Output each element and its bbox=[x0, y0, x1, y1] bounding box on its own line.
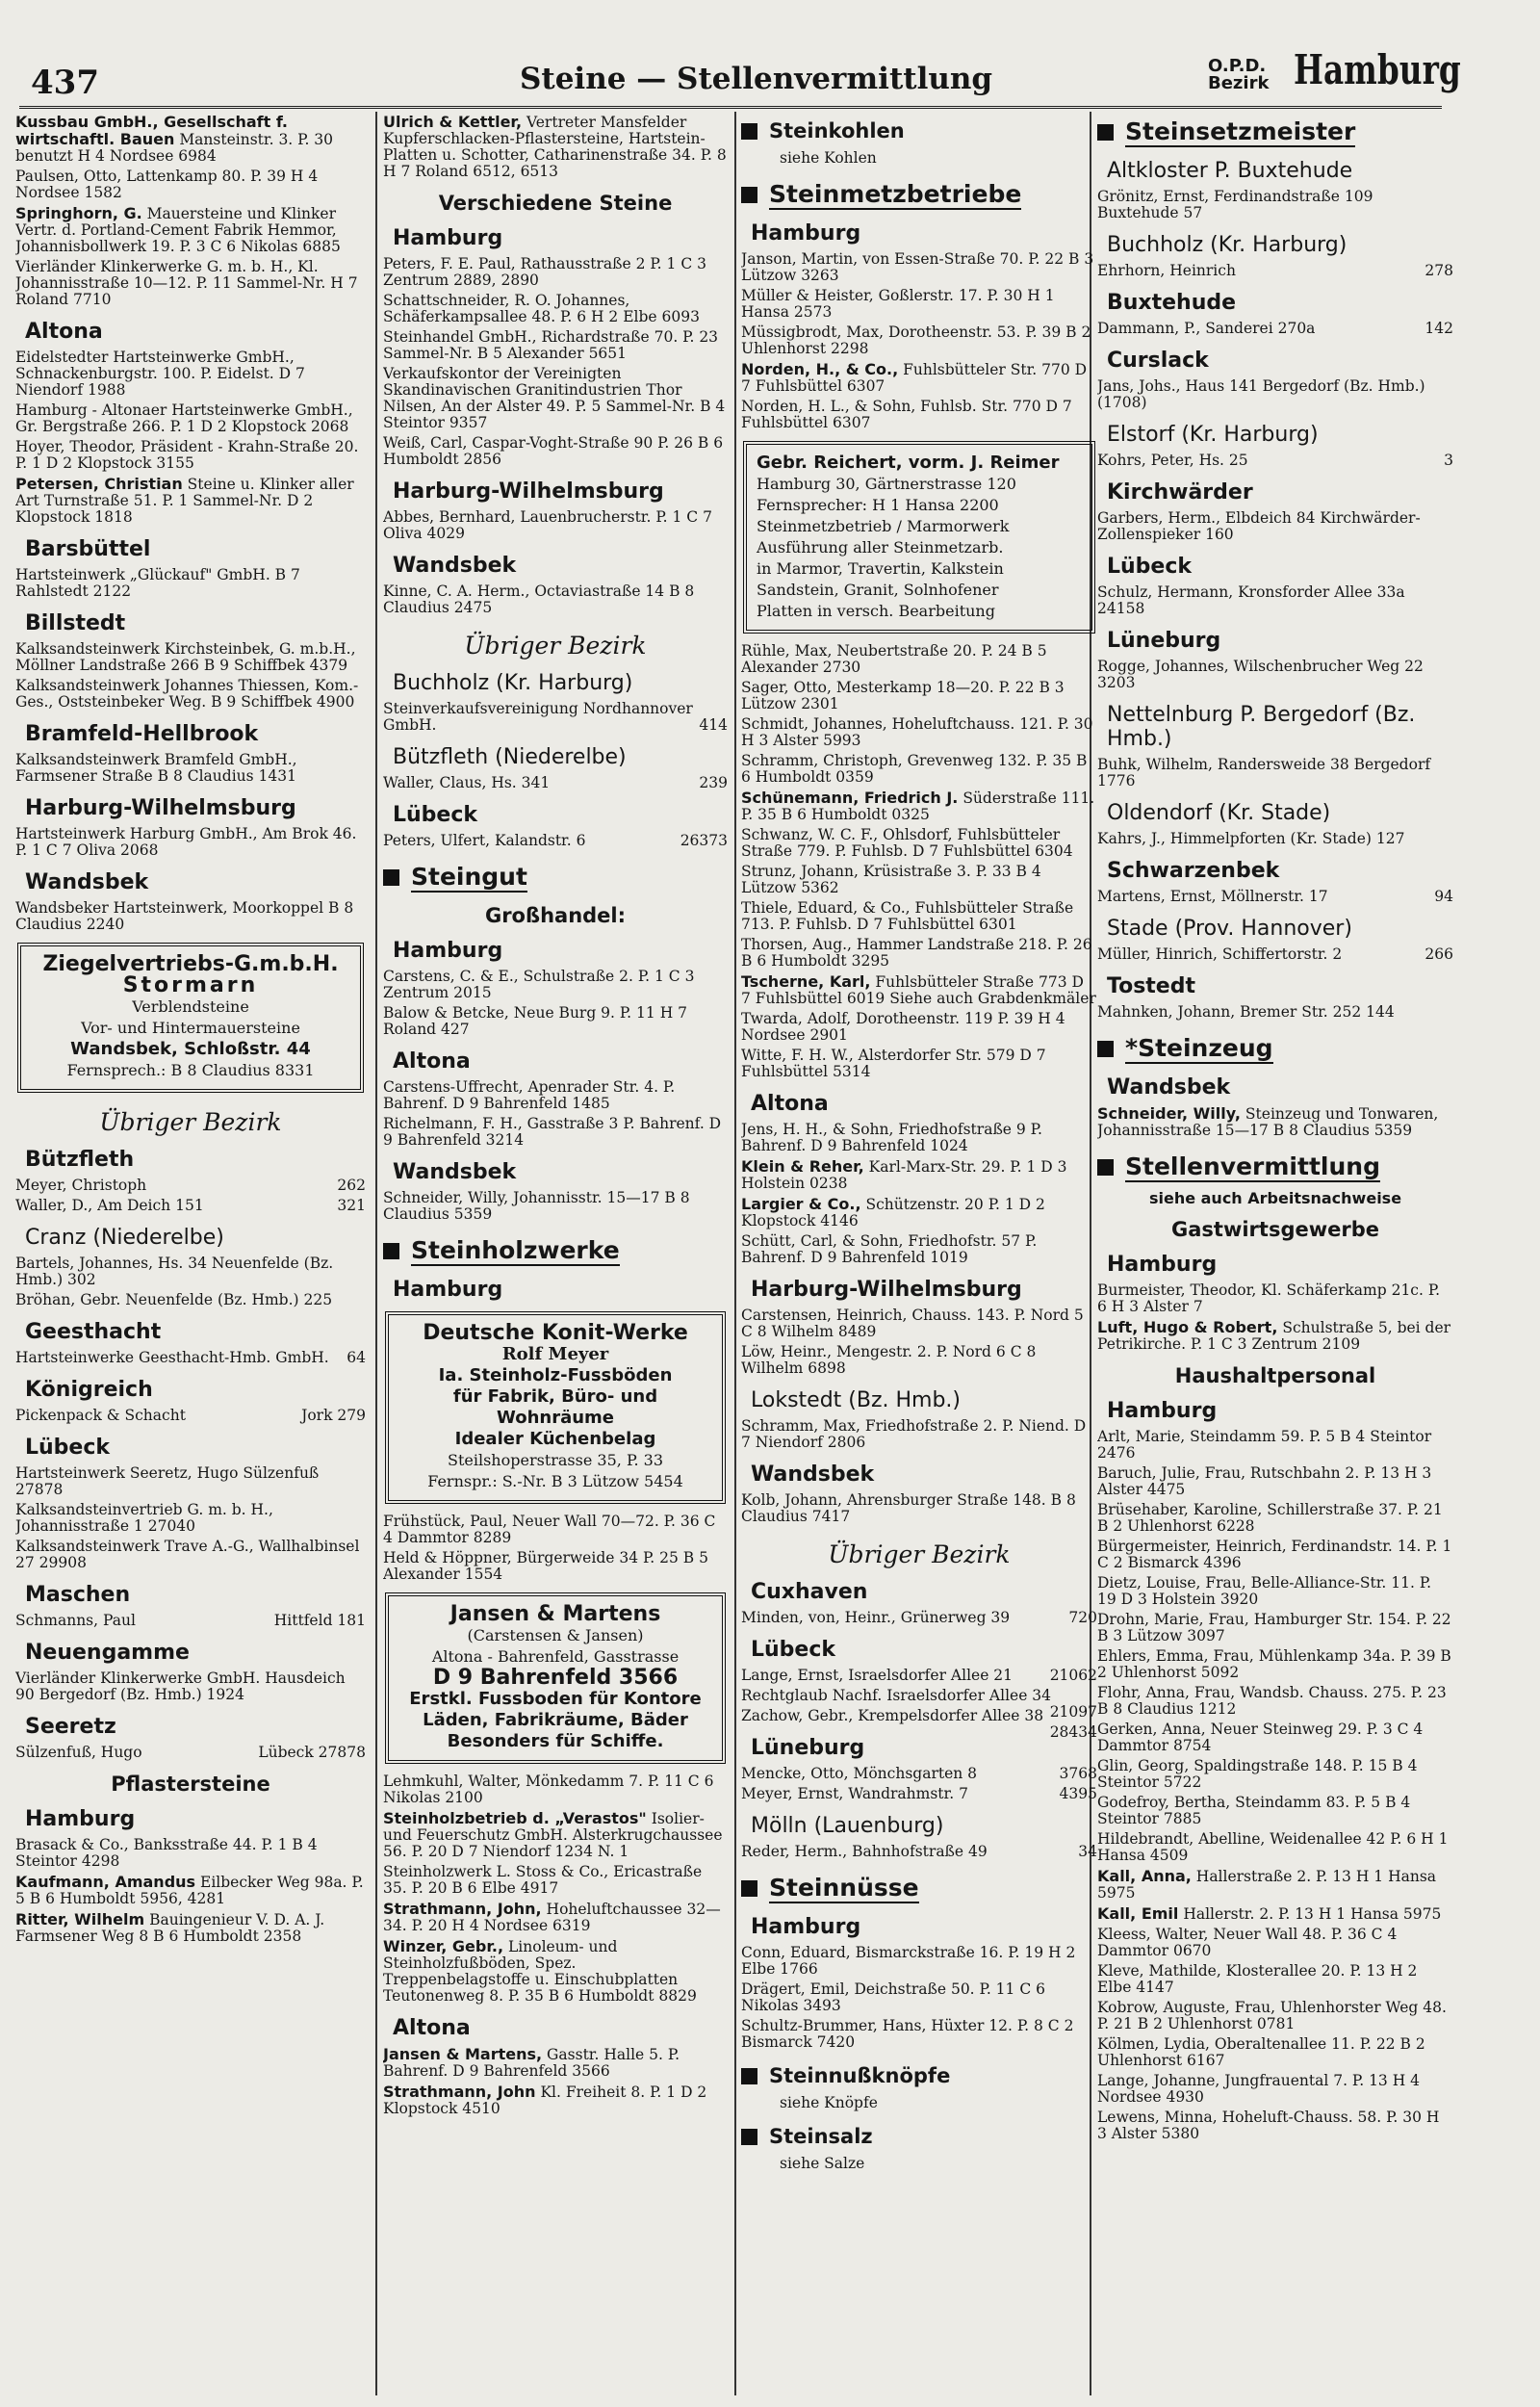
location-heading: Altkloster P. Buxtehude bbox=[1107, 159, 1353, 183]
listing-entry: Springhorn, G. Mauersteine und Klinker Vertr. d. Portland-Cement Fabrik Hemmor, Johannisbollwerk 19. P. 3 C 6 Nikolas 6885 bbox=[15, 204, 341, 255]
listing-entry: Held & Höppner, Bürgerweide 34 P. 25 B 5 Alexander 1554 bbox=[383, 1549, 708, 1583]
column-1 bbox=[15, 114, 366, 2395]
listing-entry: Schneider, Willy, Steinzeug und Tonwaren, Johannisstraße 15—17 B 8 Claudius 5359 bbox=[1097, 1104, 1439, 1139]
listing-entry: Zachow, Gebr., Krempelsdorfer Allee 38 28434 bbox=[741, 1707, 1097, 1741]
listing-entry: Kalksandsteinwerk Trave A.-G., Wallhalbinsel 27 29908 bbox=[15, 1538, 360, 1571]
location-heading: Bramfeld-Hellbrook bbox=[25, 722, 259, 746]
location-heading: Lübeck bbox=[25, 1436, 111, 1460]
listing-entry: Winzer, Gebr., Linoleum- und Steinholzfußböden, Spez. Treppenbelagstoffe u. Einschubplatten Teutonenweg 8. P. 35 B 6 Humboldt 8829 bbox=[383, 1937, 697, 2005]
location-heading: Harburg-Wilhelmsburg bbox=[393, 479, 664, 504]
section-heading: *Steinzeug bbox=[1097, 1034, 1453, 1064]
location-heading: Wandsbek bbox=[25, 870, 149, 894]
location-heading: Lokstedt (Bz. Hmb.) bbox=[751, 1388, 962, 1412]
listing-entry: Bartels, Johannes, Hs. 34 Neuenfelde (Bz. Hmb.) 302 bbox=[15, 1255, 334, 1288]
listing-entry: Mahnken, Johann, Bremer Str. 252 144 bbox=[1097, 1003, 1395, 1021]
listing-entry: Jens, H. H., & Sohn, Friedhofstraße 9 P. Bahrenf. D 9 Bahrenfeld 1024 bbox=[741, 1121, 1042, 1154]
location-heading: Hamburg bbox=[751, 221, 861, 246]
subsection-heading: Großhandel: bbox=[484, 904, 627, 927]
section-heading: Stellenvermittlung bbox=[1097, 1152, 1453, 1182]
listing-entry: Frühstück, Paul, Neuer Wall 70—72. P. 36 C 4 Dammtor 8289 bbox=[383, 1513, 716, 1546]
listing-entry: Godefroy, Bertha, Steindamm 83. P. 5 B 4 Steintor 7885 bbox=[1097, 1794, 1411, 1827]
listing-entry: Schulz, Hermann, Kronsforder Allee 33a 24158 bbox=[1097, 583, 1405, 617]
listing-entry: Largier & Co., Schützenstr. 20 P. 1 D 2 Klopstock 4146 bbox=[741, 1195, 1045, 1229]
square-bullet-icon bbox=[383, 1243, 399, 1259]
location-heading: Geesthacht bbox=[25, 1320, 162, 1344]
listing-entry: Lewens, Minna, Hoheluft-Chauss. 58. P. 30 H 3 Alster 5380 bbox=[1097, 2109, 1440, 2142]
listing-entry: Rühle, Max, Neubertstraße 20. P. 24 B 5 Alexander 2730 bbox=[741, 642, 1047, 676]
location-heading: Lübeck bbox=[393, 803, 478, 827]
square-bullet-icon bbox=[1097, 124, 1114, 141]
location-heading: Harburg-Wilhelmsburg bbox=[751, 1278, 1022, 1302]
listing-entry: Strunz, Johann, Krüsistraße 3. P. 33 B 4 Lützow 5362 bbox=[741, 863, 1041, 896]
advertisement-box: Ziegelvertriebs-G.m.b.H. Stormarn Verblendsteine Vor- und Hintermauersteine Wandsbek, Schloßstr. 44 Fernsprech.: B 8 Claudius 8331 bbox=[17, 943, 364, 1093]
square-bullet-icon bbox=[383, 869, 399, 886]
location-heading: Wandsbek bbox=[393, 1160, 517, 1184]
listing-entry: Norden, H., & Co., Fuhlsbütteler Str. 770 D 7 Fuhlsbüttel 6307 bbox=[741, 360, 1088, 395]
page-title: Steine — Stellenvermittlung bbox=[520, 62, 993, 96]
location-heading: Königreich bbox=[25, 1378, 153, 1402]
listing-entry: Schultz-Brummer, Hans, Hüxter 12. P. 8 C 2 Bismarck 7420 bbox=[741, 2017, 1074, 2051]
cross-reference: siehe Salze bbox=[780, 2155, 865, 2172]
listing-entry: Baruch, Julie, Frau, Rutschbahn 2. P. 13 H 3 Alster 4475 bbox=[1097, 1464, 1432, 1498]
listing-entry: Glin, Georg, Spaldingstraße 148. P. 15 B 4 Steintor 5722 bbox=[1097, 1757, 1418, 1791]
location-heading: Buxtehude bbox=[1107, 291, 1237, 315]
square-bullet-icon bbox=[1097, 1041, 1114, 1057]
listing-entry: Kall, Emil Hallerstr. 2. P. 13 H 1 Hansa 5975 bbox=[1097, 1904, 1442, 1923]
location-heading: Neuengamme bbox=[25, 1641, 190, 1665]
district-label: O.P.D. Bezirk bbox=[1208, 56, 1270, 93]
listing-entry: Dammann, P., Sanderei 270a 142 bbox=[1097, 320, 1453, 337]
listing-entry: Janson, Martin, von Essen-Straße 70. P. 22 B 3 Lützow 3263 bbox=[741, 250, 1094, 284]
listing-entry: Jans, Johs., Haus 141 Bergedorf (Bz. Hmb.) (1708) bbox=[1097, 377, 1425, 411]
listing-entry: Ritter, Wilhelm Bauingenieur V. D. A. J. Farmsener Weg 8 B 6 Humboldt 2358 bbox=[15, 1910, 325, 1945]
listing-entry: Kleve, Mathilde, Klosterallee 20. P. 13 H 2 Elbe 4147 bbox=[1097, 1962, 1418, 1996]
location-heading: Hamburg bbox=[393, 1278, 503, 1302]
listing-entry: Steinholzwerk L. Stoss & Co., Ericastraße 35. P. 20 B 6 Elbe 4917 bbox=[383, 1863, 703, 1897]
listing-entry: Verkaufskontor der Vereinigten Skandinavischen Granitindustrien Thor Nilsen, An der Alster 49. P. 5 Sammel-Nr. B 4 Steintor 9357 bbox=[383, 365, 726, 431]
section-heading: Steinnußknöpfe bbox=[741, 2064, 1097, 2087]
listing-entry: Steinverkaufsvereinigung Nordhannover GmbH. 414 bbox=[383, 700, 728, 734]
listing-entry: Drägert, Emil, Deichstraße 50. P. 11 C 6 Nikolas 3493 bbox=[741, 1980, 1045, 2014]
listing-entry: Hartsteinwerk Harburg GmbH., Am Brok 46. P. 1 C 7 Oliva 2068 bbox=[15, 825, 357, 859]
location-heading: Buchholz (Kr. Harburg) bbox=[1107, 233, 1348, 257]
listing-entry: Klein & Reher, Karl-Marx-Str. 29. P. 1 D 3 Holstein 0238 bbox=[741, 1157, 1067, 1192]
listing-entry: Hartsteinwerke Geesthacht-Hmb. GmbH. 64 bbox=[15, 1349, 366, 1366]
location-heading: Hamburg bbox=[393, 939, 503, 963]
listing-entry: Vierländer Klinkerwerke GmbH. Hausdeich 90 Bergedorf (Bz. Hmb.) 1924 bbox=[15, 1669, 346, 1703]
listing-entry: Kalksandsteinwerk Kirchsteinbek, G. m.b.H., Möllner Landstraße 266 B 9 Schiffbek 4379 bbox=[15, 640, 356, 674]
advertisement-box: Jansen & Martens (Carstensen & Jansen) Altona - Bahrenfeld, Gasstrasse D 9 Bahrenfeld 3566 Erstkl. Fussboden für Kontore Läden, Fabrikräume, Bäder Besonders für Schiffe. bbox=[385, 1592, 726, 1764]
listing-entry: Kleess, Walter, Neuer Wall 48. P. 36 C 4 Dammtor 0670 bbox=[1097, 1926, 1398, 1959]
listing-entry: Carstensen, Heinrich, Chauss. 143. P. Nord 5 C 8 Wilhelm 8489 bbox=[741, 1307, 1084, 1340]
section-heading: Verschiedene Steine bbox=[438, 192, 673, 215]
listing-entry: Hildebrandt, Abelline, Weidenallee 42 P. 6 H 1 Hansa 4509 bbox=[1097, 1830, 1449, 1864]
advertisement-box: Gebr. Reichert, vorm. J. Reimer Hamburg 30, Gärtnerstrasse 120 Fernsprecher: H 1 Hansa 2200 Steinmetzbetrieb / Marmorwerk Ausführung aller Steinmetzarb. in Marmor, Travertin, Kalkstein Sandstein, Granit, Solnhofener Platten in versch. Bearbeitung bbox=[743, 441, 1095, 634]
location-heading: Wandsbek bbox=[1107, 1075, 1231, 1100]
listing-entry: Steinhandel GmbH., Richardstraße 70. P. 23 Sammel-Nr. B 5 Alexander 5651 bbox=[383, 328, 719, 362]
listing-entry: Martens, Ernst, Möllnerstr. 17 94 bbox=[1097, 888, 1453, 905]
listing-entry: Bürgermeister, Heinrich, Ferdinandstr. 14. P. 1 C 2 Bismarck 4396 bbox=[1097, 1538, 1452, 1571]
location-heading: Altona bbox=[25, 320, 103, 344]
listing-entry: Richelmann, F. H., Gasstraße 3 P. Bahrenf. D 9 Bahrenfeld 3214 bbox=[383, 1115, 722, 1149]
listing-entry: Schramm, Max, Friedhofstraße 2. P. Niend. D 7 Niendorf 2806 bbox=[741, 1417, 1087, 1451]
listing-entry: Lange, Johanne, Jungfrauental 7. P. 13 H 4 Nordsee 4930 bbox=[1097, 2072, 1421, 2106]
listing-entry: Wandsbeker Hartsteinwerk, Moorkoppel B 8 Claudius 2240 bbox=[15, 899, 354, 933]
location-heading: Billstedt bbox=[25, 611, 126, 635]
listing-entry: Petersen, Christian Steine u. Klinker aller Art Turnstraße 51. P. 1 Sammel-Nr. D 2 Klopstock 1818 bbox=[15, 475, 354, 526]
listing-entry: Mencke, Otto, Mönchsgarten 8 3768 bbox=[741, 1765, 1097, 1782]
section-heading: Pflastersteine bbox=[111, 1773, 270, 1796]
listing-entry: Meyer, Christoph 262 bbox=[15, 1177, 366, 1194]
location-heading: Altona bbox=[393, 1049, 471, 1074]
location-heading: Schwarzenbek bbox=[1107, 859, 1280, 883]
listing-entry: Abbes, Bernhard, Lauenbrucherstr. P. 1 C 7 Oliva 4029 bbox=[383, 508, 712, 542]
listing-entry: Norden, H. L., & Sohn, Fuhlsb. Str. 770 D 7 Fuhlsbüttel 6307 bbox=[741, 398, 1072, 431]
listing-entry: Vierländer Klinkerwerke G. m. b. H., Kl. Johannisstraße 10—12. P. 11 Sammel-Nr. H 7 Roland 7710 bbox=[15, 258, 358, 308]
listing-entry: Buhk, Wilhelm, Randersweide 38 Bergedorf 1776 bbox=[1097, 756, 1431, 789]
listing-entry: Thorsen, Aug., Hammer Landstraße 218. P. 26 B 6 Humboldt 3295 bbox=[741, 936, 1092, 970]
listing-entry: Steinholzbetrieb d. „Verastos" Isolier- und Feuerschutz GmbH. Alsterkrugchaussee 56. P. 20 D 7 Niendorf 1234 N. 1 bbox=[383, 1809, 723, 1860]
listing-entry: Kobrow, Auguste, Frau, Uhlenhorster Weg 48. P. 21 B 2 Uhlenhorst 0781 bbox=[1097, 1999, 1447, 2032]
location-heading: Kirchwärder bbox=[1107, 480, 1253, 505]
listing-entry: Pickenpack & Schacht Jork 279 bbox=[15, 1407, 366, 1424]
listing-entry: Lange, Ernst, Israelsdorfer Allee 21 21062 bbox=[741, 1667, 1097, 1684]
listing-entry: Kalksandsteinwerk Bramfeld GmbH., Farmsener Straße B 8 Claudius 1431 bbox=[15, 751, 297, 785]
listing-entry: Kohrs, Peter, Hs. 25 3 bbox=[1097, 452, 1453, 469]
location-heading: Stade (Prov. Hannover) bbox=[1107, 917, 1352, 941]
listing-entry: Grönitz, Ernst, Ferdinandstraße 109 Buxtehude 57 bbox=[1097, 188, 1373, 221]
listing-entry: Schmanns, Paul Hittfeld 181 bbox=[15, 1612, 366, 1629]
location-heading: Wandsbek bbox=[751, 1462, 875, 1487]
location-heading: Hamburg bbox=[751, 1915, 861, 1939]
location-heading: Hamburg bbox=[1107, 1253, 1218, 1277]
listing-entry: Peters, F. E. Paul, Rathausstraße 2 P. 1 C 3 Zentrum 2889, 2890 bbox=[383, 255, 706, 289]
listing-entry: Twarda, Adolf, Dorotheenstr. 119 P. 39 H 4 Nordsee 2901 bbox=[741, 1010, 1065, 1044]
location-heading: Tostedt bbox=[1107, 974, 1195, 998]
listing-entry: Reder, Herm., Bahnhofstraße 49 34 bbox=[741, 1843, 1097, 1860]
listing-entry: Kaufmann, Amandus Eilbecker Weg 98a. P. 5 B 6 Humboldt 5956, 4281 bbox=[15, 1873, 364, 1907]
square-bullet-icon bbox=[741, 2129, 757, 2145]
location-heading: Hamburg bbox=[393, 226, 503, 250]
listing-entry: Müller & Heister, Goßlerstr. 17. P. 30 H 1 Hansa 2573 bbox=[741, 287, 1055, 321]
listing-entry: Schneider, Willy, Johannisstr. 15—17 B 8 Claudius 5359 bbox=[383, 1189, 690, 1223]
section-heading: Steinholzwerke bbox=[383, 1236, 728, 1266]
listing-entry: Eidelstedter Hartsteinwerke GmbH., Schnackenburgstr. 100. P. Eidelst. D 7 Niendorf 1988 bbox=[15, 349, 305, 399]
listing-entry: Sager, Otto, Mesterkamp 18—20. P. 22 B 3 Lützow 2301 bbox=[741, 679, 1065, 712]
location-heading: Harburg-Wilhelmsburg bbox=[25, 796, 296, 820]
listing-entry: Schütt, Carl, & Sohn, Friedhofstr. 57 P. Bahrenf. D 9 Bahrenfeld 1019 bbox=[741, 1232, 1038, 1266]
listing-entry: Garbers, Herm., Elbdeich 84 Kirchwärder-Zollenspieker 160 bbox=[1097, 509, 1421, 543]
listing-entry: Hartsteinwerk Seeretz, Hugo Sülzenfuß 27878 bbox=[15, 1464, 320, 1498]
listing-entry: Brüsehaber, Karoline, Schillerstraße 37. P. 21 B 2 Uhlenhorst 6228 bbox=[1097, 1501, 1443, 1535]
listing-entry: Schünemann, Friedrich J. Süderstraße 111. P. 35 B 6 Humboldt 0325 bbox=[741, 789, 1095, 823]
square-bullet-icon bbox=[1097, 1159, 1114, 1176]
location-heading: Buchholz (Kr. Harburg) bbox=[393, 671, 633, 695]
listing-entry: Brasack & Co., Banksstraße 44. P. 1 B 4 Steintor 4298 bbox=[15, 1836, 318, 1870]
listing-entry: Müller, Hinrich, Schiffertorstr. 2 266 bbox=[1097, 945, 1453, 963]
listing-entry: Tscherne, Karl, Fuhlsbütteler Straße 773 D 7 Fuhlsbüttel 6019 Siehe auch Grabdenkmäler bbox=[741, 972, 1096, 1007]
listing-entry: Dietz, Louise, Frau, Belle-Alliance-Str. 11. P. 19 D 3 Holstein 3920 bbox=[1097, 1574, 1432, 1608]
location-heading: Wandsbek bbox=[393, 554, 517, 578]
listing-entry: Waller, D., Am Deich 151 321 bbox=[15, 1197, 366, 1214]
listing-entry: Gerken, Anna, Neuer Steinweg 29. P. 3 C 4 Dammtor 8754 bbox=[1097, 1721, 1424, 1754]
location-heading: Elstorf (Kr. Harburg) bbox=[1107, 423, 1319, 447]
location-heading: Maschen bbox=[25, 1583, 131, 1607]
location-heading: Barsbüttel bbox=[25, 537, 151, 561]
column-4 bbox=[1097, 114, 1453, 2395]
location-heading: Hamburg bbox=[1107, 1399, 1218, 1423]
subsection-heading: Gastwirtsgewerbe bbox=[1171, 1218, 1379, 1241]
listing-entry: Paulsen, Otto, Lattenkamp 80. P. 39 H 4 Nordsee 1582 bbox=[15, 168, 319, 201]
listing-entry: Ehrhorn, Heinrich 278 bbox=[1097, 262, 1453, 279]
listing-entry: Peters, Ulfert, Kalandstr. 6 26373 bbox=[383, 832, 728, 849]
listing-entry: Strathmann, John, Hoheluftchaussee 32—34. P. 20 H 4 Nordsee 6319 bbox=[383, 1900, 721, 1934]
listing-entry: Conn, Eduard, Bismarckstraße 16. P. 19 H 2 Elbe 1766 bbox=[741, 1944, 1076, 1978]
square-bullet-icon bbox=[741, 123, 757, 140]
listing-entry: Minden, von, Heinr., Grünerweg 39 720 bbox=[741, 1609, 1097, 1626]
location-heading: Lübeck bbox=[1107, 555, 1193, 579]
column-3 bbox=[741, 114, 1097, 2395]
location-heading: Nettelnburg P. Bergedorf (Bz. Hmb.) bbox=[1107, 703, 1416, 751]
section-heading: Steinmetzbetriebe bbox=[741, 180, 1097, 210]
listing-entry: Weiß, Carl, Caspar-Voght-Straße 90 P. 26 B 6 Humboldt 2856 bbox=[383, 434, 724, 468]
square-bullet-icon bbox=[741, 2068, 757, 2084]
advertisement-box: Deutsche Konit-Werke Rolf Meyer Ia. Steinholz-Fussböden für Fabrik, Büro- und Wohnräume Idealer Küchenbelag Steilshoperstrasse 35, P. 33 Fernspr.: S.-Nr. B 3 Lützow 5454 bbox=[385, 1311, 726, 1504]
listing-entry: Witte, F. H. W., Alsterdorfer Str. 579 D 7 Fuhlsbüttel 5314 bbox=[741, 1047, 1046, 1080]
listing-entry: Kolb, Johann, Ahrensburger Straße 148. B 8 Claudius 7417 bbox=[741, 1491, 1076, 1525]
column-2 bbox=[383, 114, 728, 2395]
location-heading: Cuxhaven bbox=[751, 1580, 868, 1604]
listing-entry: Kalksandsteinwerk Johannes Thiessen, Kom.-Ges., Oststeinbeker Weg. B 9 Schiffbek 4900 bbox=[15, 677, 359, 711]
cross-reference: siehe auch Arbeitsnachweise bbox=[1148, 1189, 1402, 1207]
district-subheading: Übriger Bezirk bbox=[464, 632, 647, 660]
section-heading: Steinnüsse bbox=[741, 1874, 1097, 1903]
location-heading: Cranz (Niederelbe) bbox=[25, 1226, 224, 1250]
listing-entry: Carstens, C. & E., Schulstraße 2. P. 1 C 3 Zentrum 2015 bbox=[383, 968, 695, 1001]
listing-entry: Müssigbrodt, Max, Dorotheenstr. 53. P. 39 B 2 Uhlenhorst 2298 bbox=[741, 324, 1091, 357]
section-heading: Steinsalz bbox=[741, 2125, 1097, 2148]
listing-entry: Rogge, Johannes, Wilschenbrucher Weg 22 3203 bbox=[1097, 658, 1424, 691]
location-heading: Lüneburg bbox=[751, 1736, 865, 1760]
listing-entry: Burmeister, Theodor, Kl. Schäferkamp 21c. P. 6 H 3 Alster 7 bbox=[1097, 1281, 1441, 1315]
page-number: 437 bbox=[31, 64, 99, 102]
listing-entry: Arlt, Marie, Steindamm 59. P. 5 B 4 Steintor 2476 bbox=[1097, 1428, 1432, 1462]
listing-entry: Ulrich & Kettler, Vertreter Mansfelder Kupferschlacken-Pflastersteine, Hartstein-Platten u. Schotter, Catharinenstraße 34. P. 8 H 7 Roland 6512, 6513 bbox=[383, 114, 727, 180]
listing-entry: Waller, Claus, Hs. 341 239 bbox=[383, 774, 728, 791]
cross-reference: siehe Kohlen bbox=[780, 149, 877, 167]
listing-entry: Sülzenfuß, Hugo Lübeck 27878 bbox=[15, 1744, 366, 1761]
district-subheading: Übriger Bezirk bbox=[828, 1540, 1011, 1568]
section-heading: Steinsetzmeister bbox=[1097, 117, 1453, 147]
listing-entry: Meyer, Ernst, Wandrahmstr. 7 4395 bbox=[741, 1785, 1097, 1802]
subsection-heading: Haushaltpersonal bbox=[1174, 1364, 1376, 1387]
square-bullet-icon bbox=[741, 1880, 757, 1897]
listing-entry: Kölmen, Lydia, Oberaltenallee 11. P. 22 B 2 Uhlenhorst 6167 bbox=[1097, 2035, 1425, 2069]
listing-entry: Balow & Betcke, Neue Burg 9. P. 11 H 7 Roland 427 bbox=[383, 1004, 687, 1038]
location-heading: Seeretz bbox=[25, 1715, 116, 1739]
listing-entry: Hartsteinwerk „Glückauf" GmbH. B 7 Rahlstedt 2122 bbox=[15, 566, 300, 600]
location-heading: Mölln (Lauenburg) bbox=[751, 1814, 944, 1838]
listing-entry: Ehlers, Emma, Frau, Mühlenkamp 34a. P. 39 B 2 Uhlenhorst 5092 bbox=[1097, 1647, 1451, 1681]
column-divider bbox=[734, 112, 736, 2395]
listing-entry: Rechtglaub Nachf. Israelsdorfer Allee 34 21097 bbox=[741, 1687, 1097, 1721]
listing-entry: Kahrs, J., Himmelpforten (Kr. Stade) 127 bbox=[1097, 830, 1405, 847]
location-heading: Bützfleth bbox=[25, 1148, 135, 1172]
listing-entry: Schattschneider, R. O. Johannes, Schäferkampsallee 48. P. 6 H 2 Elbe 6093 bbox=[383, 292, 700, 325]
cross-reference: siehe Knöpfe bbox=[780, 2094, 878, 2111]
listing-entry: Kall, Anna, Hallerstraße 2. P. 13 H 1 Hansa 5975 bbox=[1097, 1867, 1437, 1902]
listing-entry: Thiele, Eduard, & Co., Fuhlsbütteler Straße 713. P. Fuhlsb. D 7 Fuhlsbüttel 6301 bbox=[741, 899, 1074, 933]
location-heading: Hamburg bbox=[25, 1807, 136, 1831]
listing-entry: Bröhan, Gebr. Neuenfelde (Bz. Hmb.) 225 bbox=[15, 1291, 333, 1308]
location-heading: Oldendorf (Kr. Stade) bbox=[1107, 801, 1331, 825]
listing-entry: Flohr, Anna, Frau, Wandsb. Chauss. 275. P. 23 B 8 Claudius 1212 bbox=[1097, 1684, 1447, 1718]
location-heading: Altona bbox=[393, 2016, 471, 2040]
section-heading: Steingut bbox=[383, 863, 728, 893]
listing-entry: Hamburg - Altonaer Hartsteinwerke GmbH., Gr. Bergstraße 266. P. 1 D 2 Klopstock 2068 bbox=[15, 401, 353, 435]
listing-entry: Kinne, C. A. Herm., Octaviastraße 14 B 8 Claudius 2475 bbox=[383, 582, 695, 616]
listing-entry: Carstens-Uffrecht, Apenrader Str. 4. P. Bahrenf. D 9 Bahrenfeld 1485 bbox=[383, 1078, 676, 1112]
listing-entry: Drohn, Marie, Frau, Hamburger Str. 154. P. 22 B 3 Lützow 3097 bbox=[1097, 1611, 1451, 1644]
listing-entry: Lehmkuhl, Walter, Mönkedamm 7. P. 11 C 6 Nikolas 2100 bbox=[383, 1773, 714, 1806]
section-heading: Steinkohlen bbox=[741, 119, 1097, 142]
district-subheading: Übriger Bezirk bbox=[99, 1108, 282, 1136]
listing-entry: Kussbau GmbH., Gesellschaft f. wirtschaftl. Bauen Mansteinstr. 3. P. 30 benutzt H 4 Nordsee 6984 bbox=[15, 114, 334, 165]
location-heading: Lüneburg bbox=[1107, 629, 1221, 653]
listing-entry: Schramm, Christoph, Grevenweg 132. P. 35 B 6 Humboldt 0359 bbox=[741, 752, 1088, 786]
listing-entry: Schmidt, Johannes, Hoheluftchauss. 121. P. 30 H 3 Alster 5993 bbox=[741, 715, 1093, 749]
listing-entry: Hoyer, Theodor, Präsident - Krahn-Straße 20. P. 1 D 2 Klopstock 3155 bbox=[15, 438, 359, 472]
location-heading: Bützfleth (Niederelbe) bbox=[393, 745, 627, 769]
location-heading: Altona bbox=[751, 1092, 829, 1116]
listing-entry: Strathmann, John Kl. Freiheit 8. P. 1 D 2 Klopstock 4510 bbox=[383, 2083, 707, 2117]
listing-entry: Luft, Hugo & Robert, Schulstraße 5, bei der Petrikirche. P. 1 C 3 Zentrum 2109 bbox=[1097, 1318, 1451, 1353]
listing-entry: Kalksandsteinvertrieb G. m. b. H., Johannisstraße 1 27040 bbox=[15, 1501, 273, 1535]
listing-entry: Löw, Heinr., Mengestr. 2. P. Nord 6 C 8 Wilhelm 6898 bbox=[741, 1343, 1037, 1377]
region-title: Hamburg bbox=[1294, 46, 1461, 93]
location-heading: Curslack bbox=[1107, 349, 1209, 373]
listing-entry: Schwanz, W. C. F., Ohlsdorf, Fuhlsbütteler Straße 779. P. Fuhlsb. D 7 Fuhlsbüttel 6304 bbox=[741, 826, 1073, 860]
location-heading: Lübeck bbox=[751, 1638, 836, 1662]
square-bullet-icon bbox=[741, 187, 757, 203]
column-divider bbox=[375, 112, 377, 2395]
listing-entry: Jansen & Martens, Gasstr. Halle 5. P. Bahrenf. D 9 Bahrenfeld 3566 bbox=[383, 2045, 680, 2080]
